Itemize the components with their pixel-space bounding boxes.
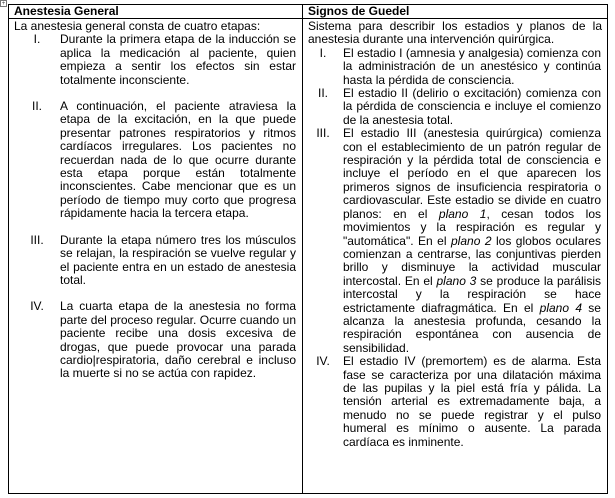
item-number: II.: [31, 99, 42, 114]
comparison-table: [8, 4, 608, 494]
right-column-cell: [303, 19, 608, 494]
item-number: I.: [319, 45, 327, 60]
item-text: Durante la primera etapa de la inducción se aplica la medicación al paciente, quien empieza a sentir los efectos sin estar totalmente inconsciente.: [60, 32, 296, 87]
estadios-list: [308, 47, 602, 449]
plano-label: plano 4: [539, 300, 582, 315]
estadio-item: [308, 127, 602, 355]
estadio-item: [308, 47, 602, 87]
estadio-item: [308, 355, 602, 449]
text-segment: se alcanza la anestesia profunda, cesando la respiración espontánea con ausencia de sensibilidad.: [343, 300, 601, 355]
item-text: El estadio I (amnesia y analgesia) comienza con la administración de un anestésico y continúa hasta la pérdida de consciencia.: [343, 45, 601, 87]
content-row: [9, 19, 608, 494]
estadio-item: [308, 87, 602, 127]
item-text: El estadio II (delirio o excitación) comienza con la pérdida de consciencia e incluye el comienzo de la anestesia total.: [343, 86, 601, 127]
etapas-list: [14, 33, 297, 380]
text-segment: El estadio III (anestesia quirúrgica) comienza con el establecimiento de un patrón regular de respiración y la pérdida total de consciencia e incluye el período en el que aparecen los primeros signos de insuficiencia respiratoria o cardiovascular. Este estadio se divide en cuatro planos: en el: [343, 126, 601, 221]
plano-label: plano 3: [436, 273, 477, 288]
item-number: I.: [33, 32, 41, 47]
header-row: [9, 5, 608, 19]
etapa-item: [14, 100, 297, 221]
item-text: [343, 126, 601, 355]
item-number: III.: [316, 126, 330, 141]
item-text: Durante la etapa número tres los músculos se relajan, la respiración se vuelve regular y el paciente entra en un estado de anestesia total.: [60, 232, 296, 287]
plano-label: plano 2: [451, 233, 492, 248]
header-signos-guedel: Signos de Guedel: [303, 5, 608, 19]
left-column-cell: [9, 19, 303, 494]
left-intro: La anestesia general consta de cuatro etapas:: [14, 19, 261, 33]
item-text: La cuarta etapa de la anestesia no forma parte del proceso regular. Ocurre cuando un paciente recibe una dosis excesiva de drogas, que puede provocar una parada cardio|respiratoria, daño cerebral e incluso la muerte si no se actúa con rapidez.: [60, 299, 296, 381]
right-intro: Sistema para describir los estadios y planos de la anestesia durante una intervención quirúrgica.: [308, 19, 602, 47]
table-move-handle[interactable]: +: [1, 1, 6, 7]
item-text: El estadio IV (premortem) es de alarma. Esta fase se caracteriza por una dilatación máxima de las pupilas y la piel está fría y pálida. La tensión arterial es extremadamente baja, a menudo no se puede registrar y el pulso humeral es mínimo o ausente. La parada cardíaca es inminente.: [343, 354, 601, 449]
etapa-item: [14, 234, 297, 288]
text-segment: se produce la parálisis intercostal y la respiración se hace estrictamente diafragmática. En el: [343, 273, 602, 315]
plano-label: plano 1: [438, 206, 487, 221]
header-anestesia-general: Anestesia General: [9, 5, 303, 19]
item-text: A continuación, el paciente atraviesa la etapa de la excitación, en la que puede presentar patrones respiratorios y ritmos cardíacos irregulares. Los pacientes no recuerdan nada de lo que ocurre durante esta etapa porque están totalmente inconscientes. Cabe mencionar que es un período de tiempo muy corto que progresa rápidamente hacia la tercera etapa.: [60, 99, 296, 221]
item-number: IV.: [30, 299, 44, 314]
text-segment: los globos oculares comienzan a centrarse, las conjuntivas pierden brillo y disminuye la actividad muscular intercostal. En el: [343, 233, 601, 288]
text-segment: , cesan todos los movimientos y la respiración es regular y "automática". En el: [343, 206, 601, 248]
etapa-item: [14, 300, 297, 380]
item-number: II.: [317, 86, 328, 101]
item-number: III.: [30, 232, 44, 247]
etapa-item: [14, 33, 297, 87]
item-number: IV.: [316, 354, 330, 369]
